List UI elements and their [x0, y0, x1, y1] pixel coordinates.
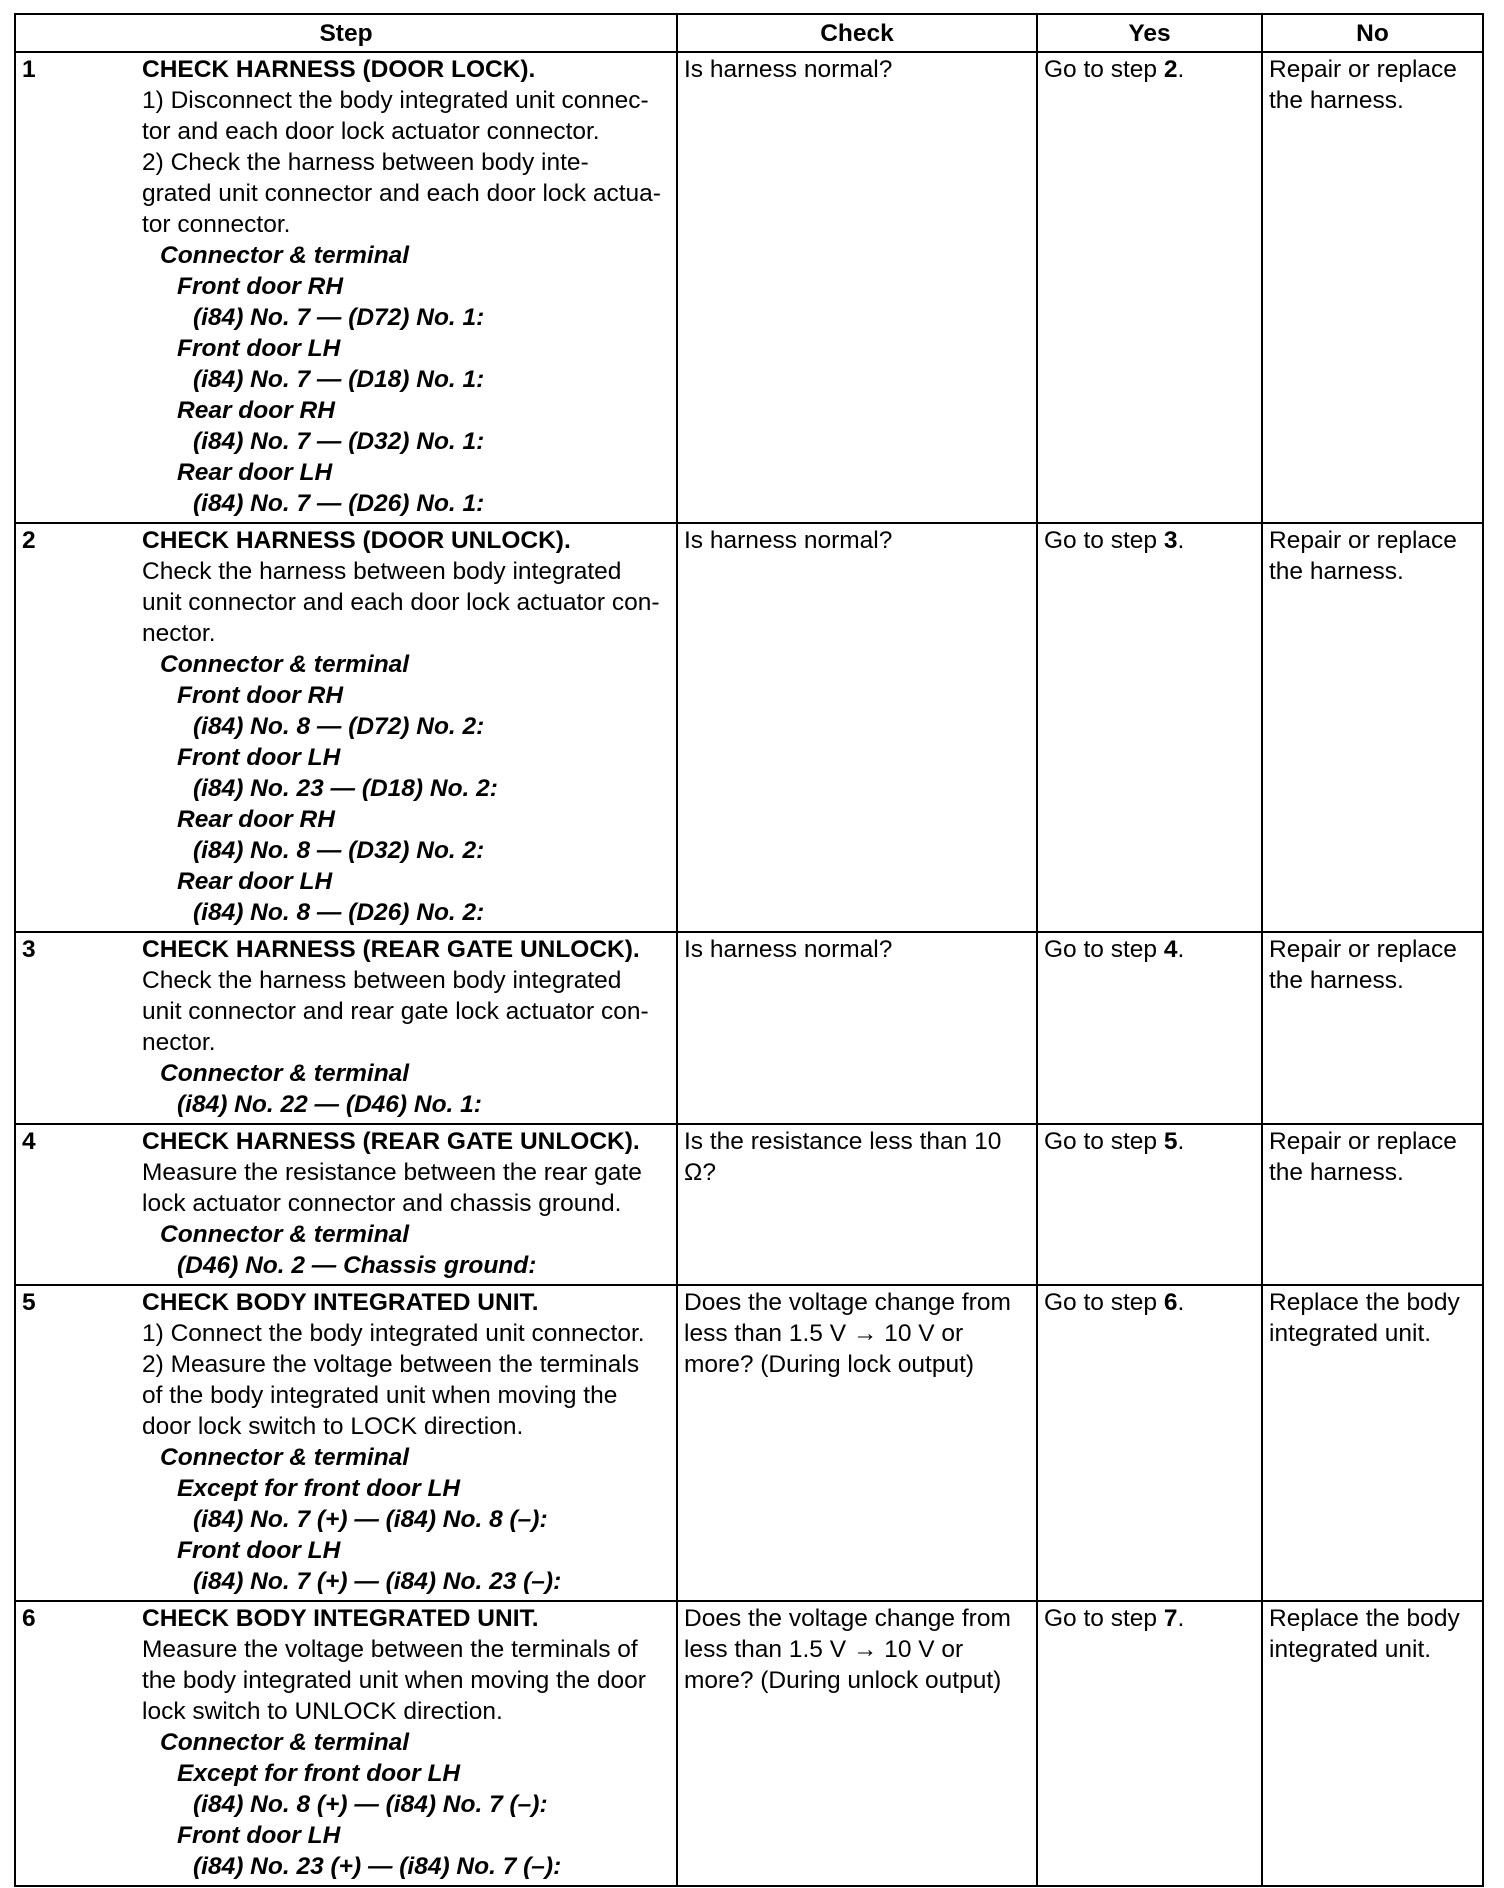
- yes-suffix: .: [1177, 1605, 1185, 1632]
- yes-action: [1037, 1285, 1262, 1601]
- yes-suffix: .: [1177, 1128, 1185, 1155]
- no-action: Repair or replace the harness.: [1262, 1124, 1483, 1285]
- no-action: Repair or replace the harness.: [1262, 52, 1483, 523]
- step-title: CHECK HARNESS (REAR GATE UNLOCK).: [142, 1128, 640, 1155]
- step-instruction-line: tor connector.: [142, 211, 291, 238]
- connector-terminal-line: (i84) No. 7 — (D32) No. 1:: [193, 428, 485, 455]
- connector-terminal-line: Connector & terminal: [160, 1060, 410, 1087]
- diagnostic-procedure-table: [14, 13, 1484, 1887]
- yes-prefix: Go to step: [1044, 527, 1164, 554]
- connector-terminal-line: Front door RH: [177, 682, 344, 709]
- connector-terminal-line: (i84) No. 7 (+) — (i84) No. 23 (–):: [193, 1568, 562, 1595]
- step-instruction-line: Measure the resistance between the rear gate: [142, 1159, 642, 1186]
- yes-prefix: Go to step: [1044, 1128, 1164, 1155]
- step-instruction-line: of the body integrated unit when moving the: [142, 1382, 618, 1409]
- connector-terminal-line: Rear door LH: [177, 868, 333, 895]
- step-number: 5: [15, 1285, 136, 1601]
- connector-terminal-line: (i84) No. 7 — (D72) No. 1:: [193, 304, 485, 331]
- step-number: 4: [15, 1124, 136, 1285]
- step-number: 1: [15, 52, 136, 523]
- yes-step-number: 4: [1163, 936, 1178, 963]
- yes-step-number: 5: [1163, 1128, 1178, 1155]
- connector-terminal-line: Except for front door LH: [177, 1475, 461, 1502]
- step-description: [136, 1285, 677, 1601]
- step-instruction-line: unit connector and rear gate lock actuator con-: [142, 998, 649, 1025]
- connector-terminal-line: Connector & terminal: [160, 1444, 410, 1471]
- connector-terminal-line: Front door LH: [177, 744, 341, 771]
- step-instruction-line: nector.: [142, 620, 216, 647]
- step-description: [136, 1601, 677, 1886]
- yes-suffix: .: [1177, 936, 1185, 963]
- connector-terminal-line: (i84) No. 7 — (D18) No. 1:: [193, 366, 485, 393]
- step-description: [136, 523, 677, 932]
- step-instruction-line: lock actuator connector and chassis ground.: [142, 1190, 622, 1217]
- yes-suffix: .: [1177, 527, 1185, 554]
- header-row: [15, 14, 1483, 52]
- step-title: CHECK HARNESS (DOOR LOCK).: [142, 56, 536, 83]
- yes-action: [1037, 932, 1262, 1124]
- step-instruction-line: 2) Check the harness between body inte-: [142, 149, 589, 176]
- connector-terminal-line: (D46) No. 2 — Chassis ground:: [177, 1252, 537, 1279]
- header-step: Step: [15, 14, 677, 52]
- connector-terminal-line: (i84) No. 22 — (D46) No. 1:: [177, 1091, 482, 1118]
- yes-prefix: Go to step: [1044, 56, 1164, 83]
- step-description: [136, 1124, 677, 1285]
- step-instruction-line: 2) Measure the voltage between the terminals: [142, 1351, 640, 1378]
- step-title: CHECK BODY INTEGRATED UNIT.: [142, 1605, 539, 1632]
- connector-terminal-line: Connector & terminal: [160, 651, 410, 678]
- step-description: [136, 932, 677, 1124]
- step-number: 3: [15, 932, 136, 1124]
- check-question: Is the resistance less than 10 Ω?: [677, 1124, 1037, 1285]
- yes-action: [1037, 1124, 1262, 1285]
- step-row: [15, 523, 1483, 932]
- step-instruction-line: Measure the voltage between the terminals of: [142, 1636, 638, 1663]
- step-instruction-line: Check the harness between body integrated: [142, 967, 622, 994]
- check-question: Does the voltage change from less than 1.5 V → 10 V or more? (During lock output): [677, 1285, 1037, 1601]
- connector-terminal-line: Front door RH: [177, 273, 344, 300]
- step-instruction-line: tor and each door lock actuator connector.: [142, 118, 600, 145]
- connector-terminal-line: Front door LH: [177, 1537, 341, 1564]
- check-question: Is harness normal?: [677, 52, 1037, 523]
- connector-terminal-line: Rear door RH: [177, 806, 335, 833]
- connector-terminal-line: (i84) No. 8 (+) — (i84) No. 7 (–):: [193, 1791, 548, 1818]
- yes-prefix: Go to step: [1044, 1289, 1164, 1316]
- step-instruction-line: nector.: [142, 1029, 216, 1056]
- header-check: Check: [677, 14, 1037, 52]
- connector-terminal-line: (i84) No. 23 — (D18) No. 2:: [193, 775, 498, 802]
- step-instruction-line: Check the harness between body integrated: [142, 558, 622, 585]
- connector-terminal-line: (i84) No. 7 (+) — (i84) No. 8 (–):: [193, 1506, 548, 1533]
- step-title: CHECK BODY INTEGRATED UNIT.: [142, 1289, 539, 1316]
- step-description: [136, 52, 677, 523]
- yes-step-number: 3: [1163, 527, 1178, 554]
- step-row: [15, 52, 1483, 523]
- no-action: Replace the body integrated unit.: [1262, 1285, 1483, 1601]
- step-title: CHECK HARNESS (REAR GATE UNLOCK).: [142, 936, 640, 963]
- procedure-rows: [15, 52, 1483, 1886]
- step-instruction-line: unit connector and each door lock actuator con-: [142, 589, 660, 616]
- connector-terminal-line: Front door LH: [177, 335, 341, 362]
- step-instruction-line: door lock switch to LOCK direction.: [142, 1413, 524, 1440]
- step-title: CHECK HARNESS (DOOR UNLOCK).: [142, 527, 571, 554]
- connector-terminal-line: (i84) No. 8 — (D32) No. 2:: [193, 837, 485, 864]
- no-action: Repair or replace the harness.: [1262, 523, 1483, 932]
- step-row: [15, 1285, 1483, 1601]
- connector-terminal-line: Connector & terminal: [160, 1221, 410, 1248]
- yes-suffix: .: [1177, 1289, 1185, 1316]
- yes-suffix: .: [1177, 56, 1185, 83]
- step-number: 6: [15, 1601, 136, 1886]
- step-instruction-line: 1) Connect the body integrated unit connector.: [142, 1320, 645, 1347]
- header-no: No: [1262, 14, 1483, 52]
- check-question: Does the voltage change from less than 1.5 V → 10 V or more? (During unlock output): [677, 1601, 1037, 1886]
- yes-step-number: 2: [1163, 56, 1178, 83]
- header-yes: Yes: [1037, 14, 1262, 52]
- no-action: Replace the body integrated unit.: [1262, 1601, 1483, 1886]
- step-row: [15, 932, 1483, 1124]
- yes-prefix: Go to step: [1044, 936, 1164, 963]
- check-question: Is harness normal?: [677, 932, 1037, 1124]
- step-instruction-line: the body integrated unit when moving the door: [142, 1667, 646, 1694]
- yes-action: [1037, 52, 1262, 523]
- step-row: [15, 1601, 1483, 1886]
- connector-terminal-line: Rear door RH: [177, 397, 335, 424]
- connector-terminal-line: (i84) No. 23 (+) — (i84) No. 7 (–):: [193, 1853, 562, 1880]
- step-instruction-line: 1) Disconnect the body integrated unit connec-: [142, 87, 649, 114]
- connector-terminal-line: Except for front door LH: [177, 1760, 461, 1787]
- check-question: Is harness normal?: [677, 523, 1037, 932]
- connector-terminal-line: Connector & terminal: [160, 1729, 410, 1756]
- step-instruction-line: grated unit connector and each door lock actua-: [142, 180, 661, 207]
- step-instruction-line: lock switch to UNLOCK direction.: [142, 1698, 503, 1725]
- connector-terminal-line: Connector & terminal: [160, 242, 410, 269]
- connector-terminal-line: (i84) No. 8 — (D72) No. 2:: [193, 713, 485, 740]
- yes-step-number: 6: [1163, 1289, 1178, 1316]
- yes-step-number: 7: [1163, 1605, 1178, 1632]
- step-row: [15, 1124, 1483, 1285]
- yes-prefix: Go to step: [1044, 1605, 1164, 1632]
- connector-terminal-line: Front door LH: [177, 1822, 341, 1849]
- connector-terminal-line: Rear door LH: [177, 459, 333, 486]
- connector-terminal-line: (i84) No. 7 — (D26) No. 1:: [193, 490, 485, 517]
- connector-terminal-line: (i84) No. 8 — (D26) No. 2:: [193, 899, 485, 926]
- yes-action: [1037, 1601, 1262, 1886]
- step-number: 2: [15, 523, 136, 932]
- no-action: Repair or replace the harness.: [1262, 932, 1483, 1124]
- yes-action: [1037, 523, 1262, 932]
